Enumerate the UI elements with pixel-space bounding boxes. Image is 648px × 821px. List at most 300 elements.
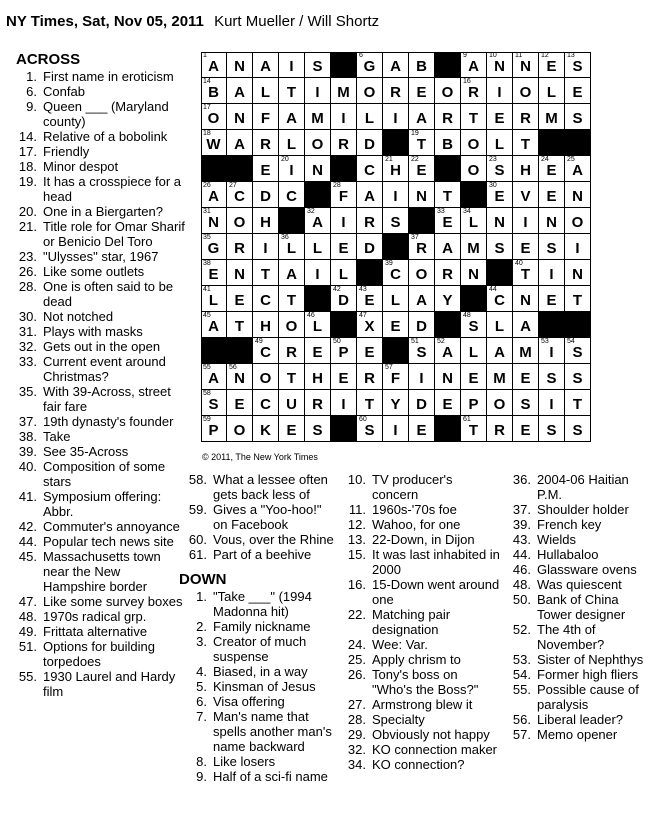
- grid-cell[interactable]: [435, 364, 461, 390]
- grid-cell[interactable]: [487, 364, 513, 390]
- grid-cell[interactable]: [409, 104, 435, 130]
- cell-letter: A: [260, 58, 271, 75]
- grid-cell[interactable]: [201, 130, 227, 156]
- grid-cell[interactable]: [409, 390, 435, 416]
- cell-letter: E: [260, 162, 271, 179]
- grid-cell[interactable]: [357, 364, 383, 390]
- grid-cell[interactable]: [461, 78, 487, 104]
- grid-cell[interactable]: [513, 234, 539, 260]
- grid-cell[interactable]: [539, 286, 565, 312]
- clue-number: 6.: [196, 694, 207, 709]
- grid-cell[interactable]: [279, 78, 305, 104]
- grid-cell[interactable]: [565, 104, 591, 130]
- grid-cell[interactable]: [539, 234, 565, 260]
- cell-letter: E: [468, 370, 479, 387]
- grid-cell[interactable]: [565, 260, 591, 286]
- grid-cell[interactable]: [487, 416, 513, 442]
- cell-letter: R: [520, 110, 531, 127]
- grid-cell[interactable]: [279, 234, 305, 260]
- grid-cell[interactable]: [331, 78, 357, 104]
- cell-letter: F: [338, 188, 349, 205]
- grid-cell[interactable]: [201, 390, 227, 416]
- grid-cell[interactable]: [227, 364, 253, 390]
- clue-number: 16.: [347, 577, 366, 592]
- grid-cell[interactable]: [383, 390, 409, 416]
- clue-text: First name in eroticism: [43, 69, 174, 84]
- grid-cell[interactable]: [279, 182, 305, 208]
- grid-cell[interactable]: [279, 338, 305, 364]
- grid-cell[interactable]: [383, 364, 409, 390]
- cell-letter: A: [442, 344, 453, 361]
- grid-cell[interactable]: [513, 52, 539, 78]
- clue-text: Possible cause of paralysis: [537, 682, 639, 712]
- grid-cell[interactable]: [565, 182, 591, 208]
- grid-cell[interactable]: [305, 130, 331, 156]
- grid-cell[interactable]: [539, 416, 565, 442]
- grid-cell[interactable]: [201, 364, 227, 390]
- grid-cell[interactable]: [487, 234, 513, 260]
- cell-number: 57: [385, 364, 393, 371]
- down-clue: [504, 547, 644, 562]
- cell-number: 13: [567, 52, 575, 59]
- grid-cell[interactable]: [201, 78, 227, 104]
- grid-cell[interactable]: [539, 390, 565, 416]
- grid-cell[interactable]: [279, 286, 305, 312]
- clue-text: Tony's boss on "Who's the Boss?": [372, 667, 479, 697]
- grid-cell[interactable]: [513, 312, 539, 338]
- grid-cell[interactable]: [461, 130, 487, 156]
- grid-cell[interactable]: [487, 130, 513, 156]
- cell-number: 61: [463, 416, 471, 423]
- across-clue: [16, 144, 186, 159]
- grid-cell[interactable]: [227, 78, 253, 104]
- grid-cell[interactable]: [201, 260, 227, 286]
- cell-number: 41: [203, 286, 211, 293]
- copyright-notice: © 2011, The New York Times: [202, 452, 318, 462]
- grid-cell[interactable]: [461, 312, 487, 338]
- clue-text: Man's name that spells another man's name backward: [213, 709, 332, 754]
- grid-cell[interactable]: [513, 260, 539, 286]
- grid-cell[interactable]: [331, 208, 357, 234]
- clue-text: 15-Down went around one: [372, 577, 500, 607]
- down-clue: [504, 502, 644, 517]
- cell-letter: X: [364, 318, 375, 335]
- grid-cell[interactable]: [539, 156, 565, 182]
- grid-cell[interactable]: [409, 234, 435, 260]
- clue-number: 60.: [188, 532, 207, 547]
- grid-cell[interactable]: [331, 260, 357, 286]
- grid-cell[interactable]: [513, 208, 539, 234]
- across-clue: [16, 324, 186, 339]
- grid-cell[interactable]: [487, 78, 513, 104]
- grid-cell[interactable]: [305, 52, 331, 78]
- grid-cell[interactable]: [487, 286, 513, 312]
- grid-cell[interactable]: [201, 52, 227, 78]
- grid-cell[interactable]: [539, 78, 565, 104]
- grid-cell[interactable]: [461, 260, 487, 286]
- grid-cell[interactable]: [279, 416, 305, 442]
- grid-cell[interactable]: [383, 182, 409, 208]
- cell-letter: I: [289, 162, 294, 179]
- grid-cell[interactable]: [279, 364, 305, 390]
- cell-letter: N: [442, 370, 453, 387]
- cell-letter: E: [416, 162, 427, 179]
- grid-cell[interactable]: [435, 286, 461, 312]
- cell-letter: S: [312, 58, 323, 75]
- grid-cell[interactable]: [279, 104, 305, 130]
- grid-cell[interactable]: [201, 416, 227, 442]
- clue-number: 18.: [18, 159, 37, 174]
- black-square: [565, 130, 591, 156]
- grid-cell[interactable]: [409, 52, 435, 78]
- grid-cell[interactable]: [253, 208, 279, 234]
- grid-cell[interactable]: [461, 52, 487, 78]
- grid-cell[interactable]: [539, 338, 565, 364]
- grid-cell[interactable]: [487, 104, 513, 130]
- clue-number: 8.: [196, 754, 207, 769]
- clue-number: 21.: [18, 219, 37, 234]
- cell-number: 35: [203, 234, 211, 241]
- grid-cell[interactable]: [513, 364, 539, 390]
- clue-text: Bank of China Tower designer: [537, 592, 626, 622]
- grid-cell[interactable]: [253, 156, 279, 182]
- grid-cell[interactable]: [201, 286, 227, 312]
- clue-text: KO connection maker: [372, 742, 498, 757]
- clue-number: 37.: [512, 502, 531, 517]
- grid-cell[interactable]: [383, 416, 409, 442]
- grid-cell[interactable]: [383, 52, 409, 78]
- cell-letter: T: [468, 110, 479, 127]
- grid-cell[interactable]: [253, 130, 279, 156]
- cell-letter: I: [341, 214, 346, 231]
- down-clue: [504, 667, 644, 682]
- grid-cell[interactable]: [305, 338, 331, 364]
- grid-cell[interactable]: [357, 208, 383, 234]
- grid-cell[interactable]: [331, 390, 357, 416]
- grid-cell[interactable]: [279, 312, 305, 338]
- grid-cell[interactable]: [253, 182, 279, 208]
- grid-cell[interactable]: [253, 312, 279, 338]
- grid-cell[interactable]: [435, 208, 461, 234]
- grid-cell[interactable]: [253, 390, 279, 416]
- grid-cell[interactable]: [513, 104, 539, 130]
- grid-cell[interactable]: [409, 182, 435, 208]
- grid-cell[interactable]: [253, 52, 279, 78]
- across-clue: [16, 534, 186, 549]
- grid-cell[interactable]: [435, 390, 461, 416]
- grid-cell[interactable]: [305, 78, 331, 104]
- grid-cell[interactable]: [305, 416, 331, 442]
- grid-cell[interactable]: [357, 104, 383, 130]
- cell-number: 38: [203, 260, 211, 267]
- grid-cell[interactable]: [461, 156, 487, 182]
- grid-cell[interactable]: [305, 312, 331, 338]
- grid-cell[interactable]: [201, 182, 227, 208]
- grid-cell[interactable]: [253, 234, 279, 260]
- cell-letter: L: [468, 344, 479, 361]
- grid-cell[interactable]: [487, 208, 513, 234]
- grid-cell[interactable]: [201, 208, 227, 234]
- down-clue: [183, 679, 338, 694]
- grid-cell[interactable]: [357, 78, 383, 104]
- grid-cell[interactable]: [461, 234, 487, 260]
- grid-cell[interactable]: [305, 208, 331, 234]
- black-square: [383, 130, 409, 156]
- grid-cell[interactable]: [435, 130, 461, 156]
- cell-letter: S: [546, 422, 557, 439]
- grid-cell[interactable]: [201, 104, 227, 130]
- grid-cell[interactable]: [383, 286, 409, 312]
- grid-cell[interactable]: [201, 234, 227, 260]
- grid-cell[interactable]: [513, 156, 539, 182]
- grid-cell[interactable]: [253, 78, 279, 104]
- grid-cell[interactable]: [487, 312, 513, 338]
- cell-letter: S: [572, 344, 583, 361]
- down-clue-list-3: [504, 472, 644, 742]
- grid-cell[interactable]: [565, 156, 591, 182]
- grid-cell[interactable]: [435, 338, 461, 364]
- grid-cell[interactable]: [227, 104, 253, 130]
- cell-letter: D: [364, 240, 375, 257]
- clue-text: Part of a beehive: [213, 547, 312, 562]
- grid-cell[interactable]: [409, 156, 435, 182]
- clue-text: Minor despot: [43, 159, 119, 174]
- grid-cell[interactable]: [461, 104, 487, 130]
- grid-cell[interactable]: [513, 390, 539, 416]
- grid-cell[interactable]: [435, 234, 461, 260]
- grid-cell[interactable]: [253, 338, 279, 364]
- grid-cell[interactable]: [461, 364, 487, 390]
- grid-cell[interactable]: [357, 182, 383, 208]
- grid-cell[interactable]: [565, 78, 591, 104]
- grid-cell[interactable]: [357, 52, 383, 78]
- grid-cell[interactable]: [539, 52, 565, 78]
- grid-cell[interactable]: [409, 78, 435, 104]
- grid-cell[interactable]: [435, 78, 461, 104]
- grid-cell[interactable]: [331, 338, 357, 364]
- clue-number: 47.: [18, 594, 37, 609]
- grid-cell[interactable]: [331, 364, 357, 390]
- clue-number: 24.: [347, 637, 366, 652]
- grid-cell[interactable]: [279, 52, 305, 78]
- grid-cell[interactable]: [227, 52, 253, 78]
- grid-cell[interactable]: [227, 130, 253, 156]
- cell-letter: O: [519, 84, 532, 101]
- grid-cell[interactable]: [565, 208, 591, 234]
- grid-cell[interactable]: [565, 364, 591, 390]
- grid-cell[interactable]: [357, 286, 383, 312]
- grid-cell[interactable]: [409, 286, 435, 312]
- grid-cell[interactable]: [565, 416, 591, 442]
- clue-number: 44.: [512, 547, 531, 562]
- cell-letter: F: [390, 370, 401, 387]
- grid-cell[interactable]: [357, 312, 383, 338]
- clue-number: 50.: [512, 592, 531, 607]
- grid-cell[interactable]: [565, 390, 591, 416]
- grid-cell[interactable]: [253, 416, 279, 442]
- down-clue: [183, 634, 338, 664]
- grid-cell[interactable]: [513, 286, 539, 312]
- grid-cell[interactable]: [383, 208, 409, 234]
- grid-cell[interactable]: [487, 156, 513, 182]
- grid-cell[interactable]: [253, 104, 279, 130]
- across-clue: [16, 339, 186, 354]
- clue-text: 1930 Laurel and Hardy film: [43, 669, 176, 699]
- grid-cell[interactable]: [357, 156, 383, 182]
- clue-number: 39.: [18, 444, 37, 459]
- black-square: [331, 312, 357, 338]
- clue-number: 17.: [18, 144, 37, 159]
- grid-cell[interactable]: [513, 338, 539, 364]
- grid-cell[interactable]: [227, 416, 253, 442]
- grid-cell[interactable]: [539, 260, 565, 286]
- grid-cell[interactable]: [539, 182, 565, 208]
- grid-cell[interactable]: [513, 78, 539, 104]
- down-clue: [183, 619, 338, 634]
- grid-cell[interactable]: [357, 234, 383, 260]
- grid-cell[interactable]: [565, 286, 591, 312]
- grid-cell[interactable]: [331, 182, 357, 208]
- grid-cell[interactable]: [331, 104, 357, 130]
- cell-letter: L: [364, 110, 375, 127]
- grid-cell[interactable]: [357, 390, 383, 416]
- cell-letter: S: [572, 58, 583, 75]
- cell-letter: I: [289, 58, 294, 75]
- grid-cell[interactable]: [227, 208, 253, 234]
- grid-cell[interactable]: [383, 156, 409, 182]
- grid-cell[interactable]: [513, 416, 539, 442]
- clue-text: Gets out in the open: [43, 339, 161, 354]
- cell-letter: M: [493, 370, 506, 387]
- grid-cell[interactable]: [565, 234, 591, 260]
- grid-cell[interactable]: [409, 312, 435, 338]
- grid-cell[interactable]: [409, 364, 435, 390]
- across-clue: [16, 159, 186, 174]
- down-clue: [345, 652, 500, 667]
- clue-number: 32.: [18, 339, 37, 354]
- grid-cell[interactable]: [487, 182, 513, 208]
- cell-letter: O: [285, 318, 298, 335]
- grid-cell[interactable]: [227, 234, 253, 260]
- clue-text: Apply chrism to: [372, 652, 461, 667]
- grid-cell[interactable]: [305, 156, 331, 182]
- grid-cell[interactable]: [227, 182, 253, 208]
- grid-cell[interactable]: [461, 416, 487, 442]
- grid-cell[interactable]: [435, 104, 461, 130]
- grid-cell[interactable]: [227, 390, 253, 416]
- grid-cell[interactable]: [227, 286, 253, 312]
- grid-cell[interactable]: [383, 78, 409, 104]
- grid-cell[interactable]: [461, 208, 487, 234]
- grid-cell[interactable]: [201, 312, 227, 338]
- clue-number: 59.: [188, 502, 207, 517]
- clue-number: 35.: [18, 384, 37, 399]
- down-clue: [345, 547, 500, 577]
- grid-cell[interactable]: [253, 286, 279, 312]
- grid-cell[interactable]: [305, 234, 331, 260]
- grid-cell[interactable]: [435, 260, 461, 286]
- grid-cell[interactable]: [279, 130, 305, 156]
- grid-cell[interactable]: [539, 364, 565, 390]
- black-square: [539, 312, 565, 338]
- grid-cell[interactable]: [357, 416, 383, 442]
- black-square: [227, 338, 253, 364]
- grid-cell[interactable]: [331, 286, 357, 312]
- grid-cell[interactable]: [305, 104, 331, 130]
- cell-letter: L: [260, 84, 271, 101]
- grid-cell[interactable]: [565, 338, 591, 364]
- grid-cell[interactable]: [487, 52, 513, 78]
- grid-cell[interactable]: [357, 130, 383, 156]
- grid-cell[interactable]: [383, 312, 409, 338]
- cell-letter: F: [260, 110, 271, 127]
- across-clue: [183, 502, 338, 532]
- grid-cell[interactable]: [487, 338, 513, 364]
- grid-cell[interactable]: [409, 130, 435, 156]
- grid-cell[interactable]: [565, 52, 591, 78]
- grid-cell[interactable]: [435, 182, 461, 208]
- grid-cell[interactable]: [513, 182, 539, 208]
- clue-text: 19th dynasty's founder: [43, 414, 174, 429]
- cell-letter: B: [442, 136, 453, 153]
- grid-cell[interactable]: [383, 104, 409, 130]
- cell-letter: C: [260, 396, 271, 413]
- clue-text: Visa offering: [213, 694, 285, 709]
- clue-number: 39.: [512, 517, 531, 532]
- cell-letter: D: [416, 396, 427, 413]
- clue-text: "Ulysses" star, 1967: [43, 249, 159, 264]
- grid-cell[interactable]: [279, 156, 305, 182]
- grid-cell[interactable]: [331, 130, 357, 156]
- clue-text: Current event around Christmas?: [43, 354, 166, 384]
- grid-cell[interactable]: [409, 416, 435, 442]
- grid-cell[interactable]: [331, 234, 357, 260]
- cell-number: 16: [463, 78, 471, 85]
- cell-letter: A: [208, 188, 219, 205]
- grid-cell[interactable]: [487, 390, 513, 416]
- grid-cell[interactable]: [253, 260, 279, 286]
- clue-text: Former high fliers: [537, 667, 639, 682]
- grid-cell[interactable]: [305, 260, 331, 286]
- clue-number: 12.: [347, 517, 366, 532]
- grid-cell[interactable]: [227, 312, 253, 338]
- cell-letter: I: [315, 84, 320, 101]
- grid-cell[interactable]: [279, 390, 305, 416]
- cell-letter: I: [549, 396, 554, 413]
- clue-number: 5.: [196, 679, 207, 694]
- grid-cell[interactable]: [253, 364, 279, 390]
- grid-cell[interactable]: [227, 260, 253, 286]
- grid-cell[interactable]: [357, 338, 383, 364]
- grid-cell[interactable]: [539, 208, 565, 234]
- grid-cell[interactable]: [383, 260, 409, 286]
- clue-text: Wee: Var.: [372, 637, 428, 652]
- grid-cell[interactable]: [305, 364, 331, 390]
- grid-cell[interactable]: [409, 338, 435, 364]
- grid-cell[interactable]: [461, 338, 487, 364]
- cell-letter: E: [494, 110, 505, 127]
- grid-cell[interactable]: [305, 390, 331, 416]
- grid-cell[interactable]: [461, 390, 487, 416]
- grid-cell[interactable]: [409, 260, 435, 286]
- grid-cell[interactable]: [279, 260, 305, 286]
- grid-cell[interactable]: [513, 130, 539, 156]
- clue-number: 40.: [18, 459, 37, 474]
- clue-number: 3.: [196, 634, 207, 649]
- grid-cell[interactable]: [539, 104, 565, 130]
- cell-letter: P: [208, 422, 219, 439]
- cell-letter: A: [572, 162, 583, 179]
